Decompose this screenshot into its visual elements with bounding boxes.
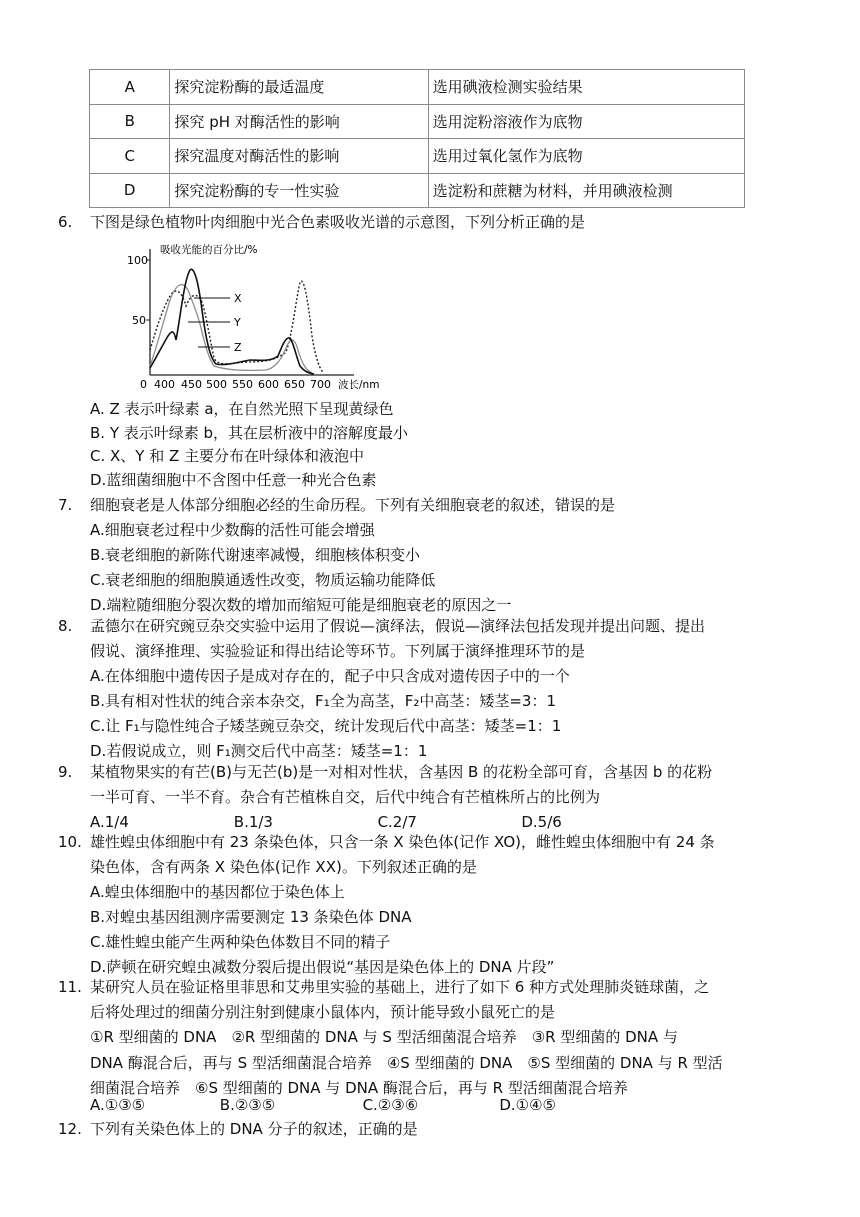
curve-z — [150, 269, 314, 374]
legend-label-x: X — [234, 292, 242, 305]
option-a: A.1/4 — [90, 813, 129, 831]
question-stem: 下图是绿色植物叶肉细胞中光合色素吸收光谱的示意图，下列分析正确的是 — [90, 213, 586, 231]
table-row — [90, 70, 745, 105]
question-stem — [90, 614, 834, 664]
option-b: B. Y 表示叶绿素 b，其在层析液中的溶解度最小 — [90, 424, 409, 442]
x-axis-title: 波长/nm — [338, 379, 380, 391]
option-c: C.让 F₁与隐性纯合子矮茎豌豆杂交，统计发现后代中高茎：矮茎=1：1 — [90, 717, 562, 735]
option-c: C.2/7 — [377, 813, 417, 831]
option-b: B.衰老细胞的新陈代谢速率减慢，细胞核体积变小 — [90, 546, 421, 564]
table-row — [90, 104, 745, 139]
option-a: A.①③⑤ — [90, 1096, 146, 1114]
stem-line: 雄性蝗虫体细胞中有 23 条染色体，只含一条 X 染色体(记作 XO)，雌性蝗虫体细胞中有 24 条 — [90, 833, 715, 851]
absorption-spectrum-figure — [126, 240, 386, 392]
question-number: 12. — [58, 1120, 82, 1138]
table-cell-label: A — [90, 70, 170, 105]
table-cell-experiment: 探究温度对酶活性的影响 — [170, 139, 428, 174]
option-c: C.②③⑥ — [362, 1096, 419, 1114]
option-a: A.蝗虫体细胞中的基因都位于染色体上 — [90, 883, 345, 901]
y-axis-title: 吸收光能的百分比/% — [160, 244, 258, 256]
x-tick-label: 500 — [206, 378, 227, 391]
options-table — [89, 69, 745, 208]
table-cell-method: 选用碘液检测实验结果 — [428, 70, 744, 105]
treatment-line: DNA 酶混合后，再与 S 型活细菌混合培养 ④S 型细菌的 DNA ⑤S 型细菌的 DNA 与 R 型活 — [90, 1053, 723, 1072]
question-stem — [90, 975, 834, 1101]
x-tick-label: 650 — [284, 378, 305, 391]
option-b: B.具有相对性状的纯合亲本杂交，F₁全为高茎，F₂中高茎：矮茎=3：1 — [90, 692, 556, 710]
table-cell-method: 选用过氧化氢作为底物 — [428, 139, 744, 174]
x-tick-label: 400 — [154, 378, 175, 391]
options-row — [90, 1093, 810, 1118]
y-tick-label: 100 — [127, 254, 148, 267]
y-tick-label: 50 — [132, 314, 146, 327]
option-a: A.细胞衰老过程中少数酶的活性可能会增强 — [90, 521, 375, 539]
table-cell-label: B — [90, 104, 170, 139]
stem-line: 后将处理过的细菌分别注射到健康小鼠体内，预计能导致小鼠死亡的是 — [90, 1003, 556, 1022]
option-b: B.②③⑤ — [219, 1096, 276, 1114]
option-b: B.1/3 — [233, 813, 273, 831]
question-stem: 细胞衰老是人体部分细胞必经的生命历程。下列有关细胞衰老的叙述，错误的是 — [90, 496, 616, 514]
table-row — [90, 139, 745, 174]
stem-line: 孟德尔在研究豌豆杂交实验中运用了假说—演绎法，假说—演绎法包括发现并提出问题、提出 — [90, 617, 706, 635]
option-d: D.若假说成立，则 F₁测交后代中高茎：矮茎=1：1 — [90, 742, 428, 760]
question-number: 8. — [58, 617, 73, 635]
option-d: D.蓝细菌细胞中不含图中任意一种光合色素 — [90, 471, 377, 489]
x-tick-label: 700 — [310, 378, 331, 391]
option-b: B.对蝗虫基因组测序需要测定 13 条染色体 DNA — [90, 908, 412, 926]
table-cell-experiment: 探究 pH 对酶活性的影响 — [170, 104, 428, 139]
question-number: 6. — [58, 213, 73, 231]
table-cell-method: 选用淀粉溶液作为底物 — [428, 104, 744, 139]
stem-line: 染色体，含有两条 X 染色体(记作 XX)。下列叙述正确的是 — [90, 858, 477, 877]
question-stem — [90, 760, 834, 810]
option-a: A.在体细胞中遗传因子是成对存在的，配子中只含成对遗传因子中的一个 — [90, 667, 570, 685]
option-c: C. X、Y 和 Z 主要分布在叶绿体和液泡中 — [90, 447, 365, 465]
option-d: D.5/6 — [521, 813, 562, 831]
x-tick-label: 550 — [232, 378, 253, 391]
option-c: C.衰老细胞的细胞膜通透性改变，物质运输功能降低 — [90, 571, 436, 589]
stem-line: 假说、演绎推理、实验验证和得出结论等环节。下列属于演绎推理环节的是 — [90, 642, 586, 661]
legend-label-y: Y — [234, 316, 241, 329]
option-d: D.①④⑤ — [499, 1096, 557, 1114]
table-cell-experiment: 探究淀粉酶的最适温度 — [170, 70, 428, 105]
legend-label-z: Z — [234, 341, 242, 354]
question-number: 10. — [58, 833, 82, 851]
table-cell-experiment: 探究淀粉酶的专一性实验 — [170, 173, 428, 208]
option-d: D.端粒随细胞分裂次数的增加而缩短可能是细胞衰老的原因之一 — [90, 596, 512, 614]
table-cell-label: D — [90, 173, 170, 208]
question-stem — [90, 830, 834, 880]
question-number: 7. — [58, 496, 73, 514]
option-a: A. Z 表示叶绿素 a，在自然光照下呈现黄绿色 — [90, 400, 394, 418]
x-tick-label: 450 — [181, 378, 202, 391]
curve-y — [150, 285, 312, 373]
table-row — [90, 173, 745, 208]
x-tick-label: 0 — [140, 378, 147, 391]
question-number: 11. — [58, 978, 82, 996]
option-d: D.萨顿在研究蝗虫减数分裂后提出假说“基因是染色体上的 DNA 片段” — [90, 958, 555, 976]
question-stem: 下列有关染色体上的 DNA 分子的叙述，正确的是 — [90, 1120, 418, 1138]
stem-line: 某植物果实的有芒(B)与无芒(b)是一对相对性状，含基因 B 的花粉全部可育，含基因 b 的花粉 — [90, 763, 713, 781]
option-c: C.雄性蝗虫能产生两种染色体数目不同的精子 — [90, 933, 391, 951]
table-cell-label: C — [90, 139, 170, 174]
table-cell-method: 选淀粉和蔗糖为材料，并用碘液检测 — [428, 173, 744, 208]
treatment-line: 细菌混合培养 ⑥S 型细菌的 DNA 与 DNA 酶混合后，再与 R 型活细菌混合培养 — [90, 1078, 628, 1097]
x-tick-label: 600 — [258, 378, 279, 391]
stem-line: 某研究人员在验证格里菲思和艾弗里实验的基础上，进行了如下 6 种方式处理肺炎链球菌，之 — [90, 978, 710, 996]
treatment-line: ①R 型细菌的 DNA ②R 型细菌的 DNA 与 S 型活细菌混合培养 ③R 型细菌的 DNA 与 — [90, 1028, 678, 1047]
stem-line: 一半可育、一半不育。杂合有芒植株自交，后代中纯合有芒植株所占的比例为 — [90, 788, 601, 807]
question-number: 9. — [58, 763, 73, 781]
